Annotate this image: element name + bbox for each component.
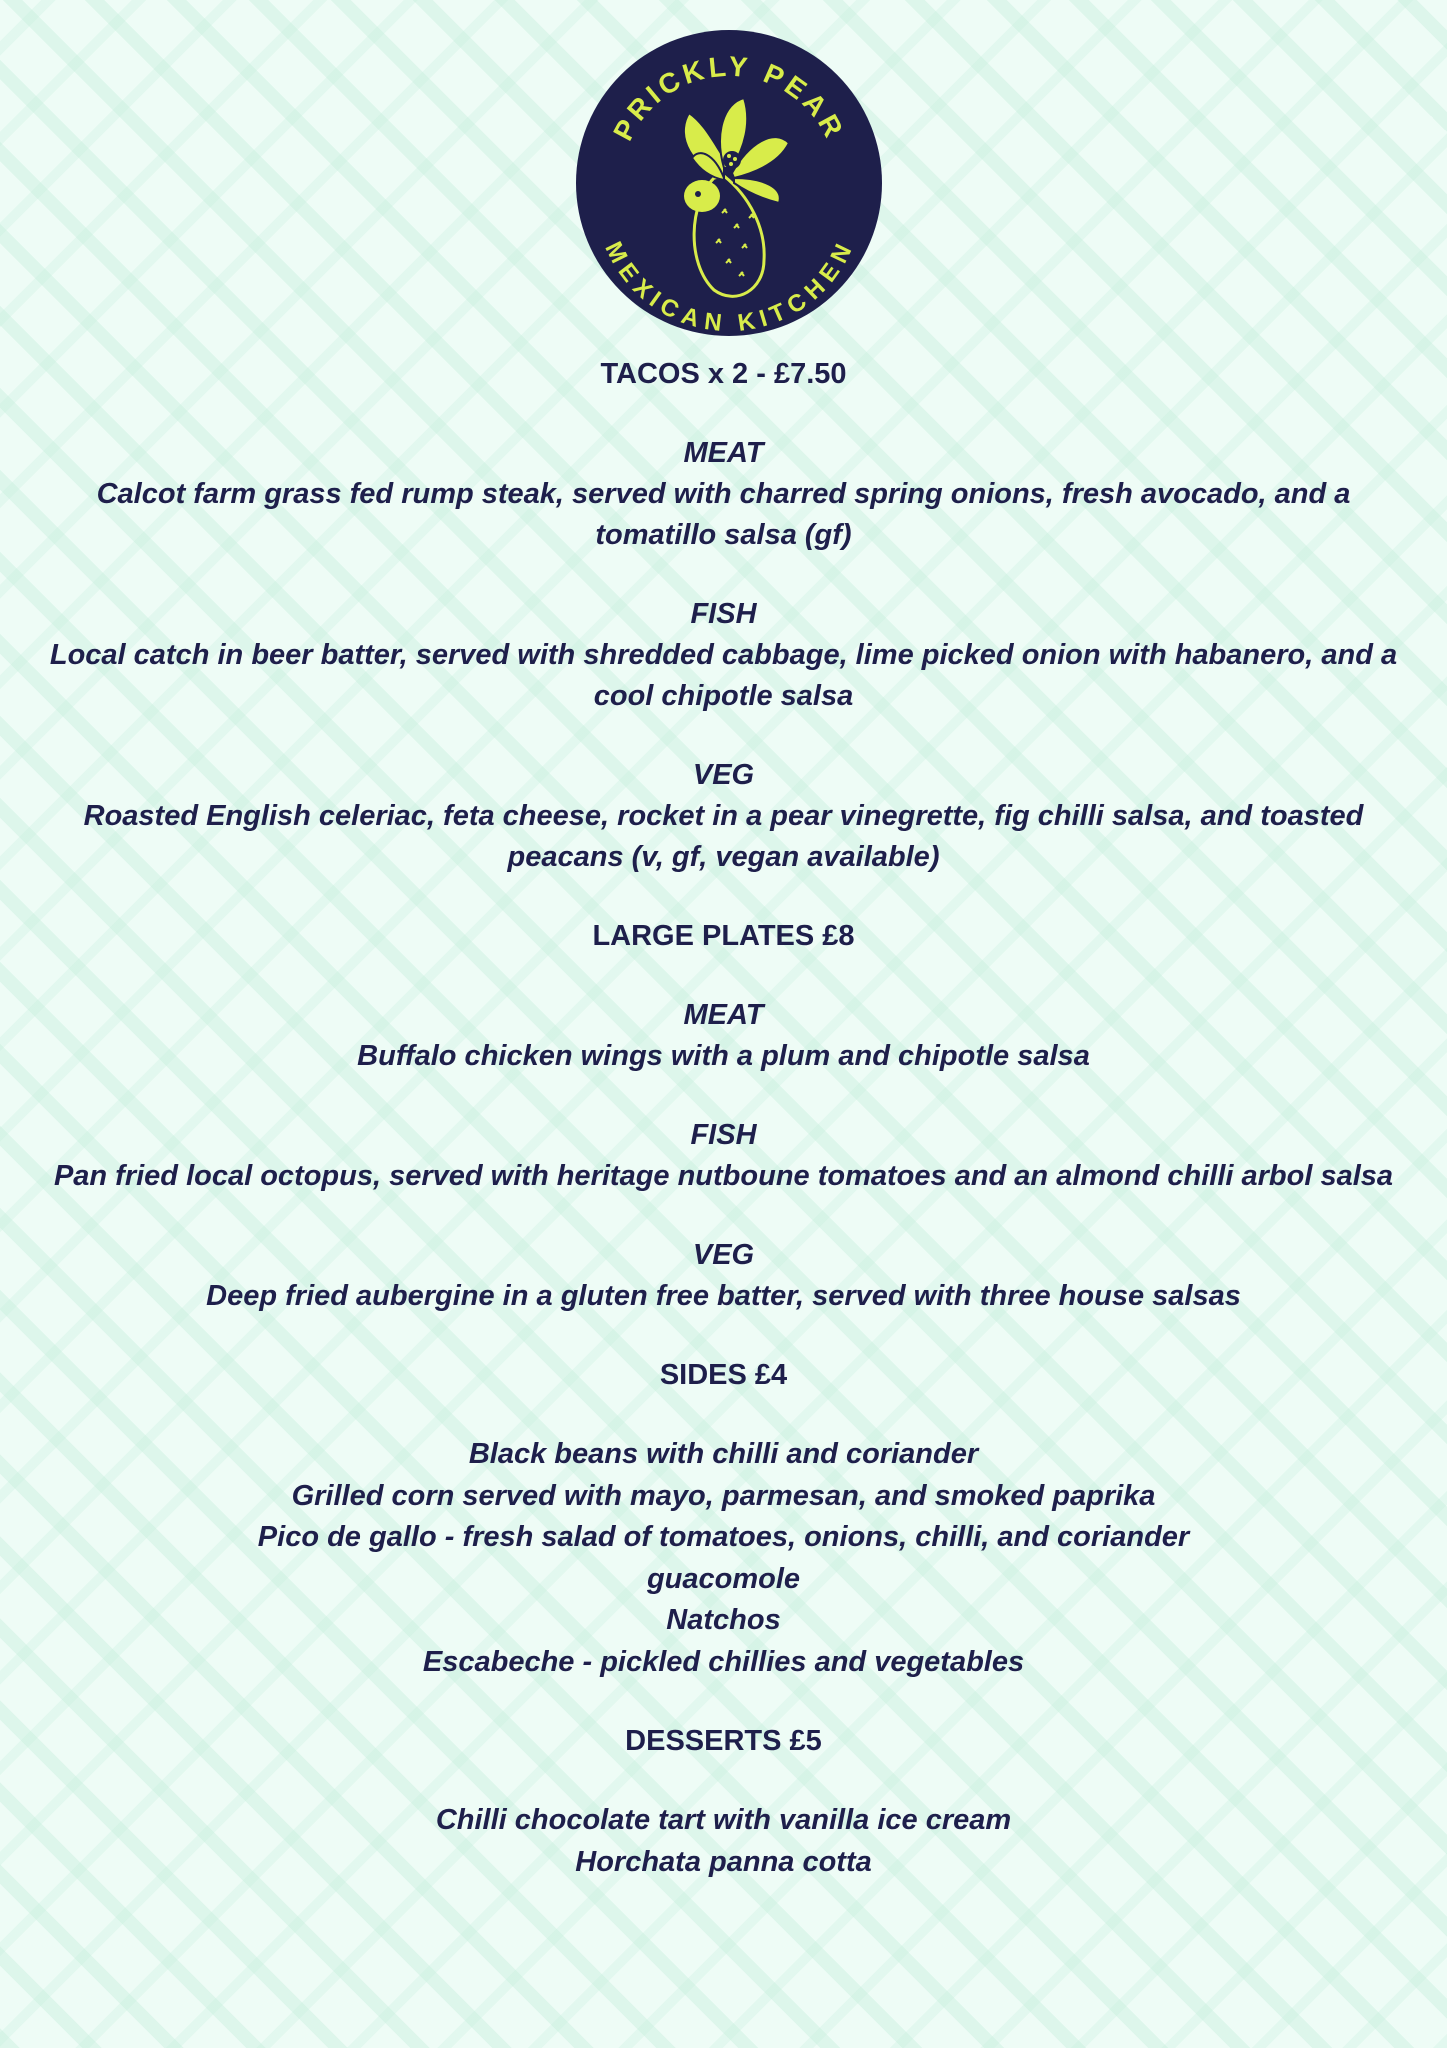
list-item: Grilled corn served with mayo, parmesan, and smoked paprika [291, 1479, 1156, 1512]
item-category: FISH [690, 598, 757, 630]
desserts-section-title: DESSERTS £5 [625, 1725, 822, 1757]
menu-content [0, 354, 1447, 1883]
large-plates-item-fish [0, 1115, 1447, 1197]
prickly-pear-cactus-icon [574, 28, 884, 338]
item-category: VEG [692, 1239, 755, 1271]
tacos-item-veg [0, 755, 1447, 878]
item-category: MEAT [683, 999, 764, 1031]
item-description: Calcot farm grass fed rump steak, served with charred spring onions, fresh avocado, and a tomatillo salsa (gf) [96, 478, 1351, 551]
list-item: Horchata panna cotta [575, 1845, 872, 1878]
list-item: Pico de gallo - fresh salad of tomatoes, onions, chilli, and coriander [257, 1521, 1190, 1553]
item-description: Pan fried local octopus, served with heritage nutboune tomatoes and an almond chilli arbol salsa [53, 1160, 1394, 1192]
item-description: Buffalo chicken wings with a plum and chipotle salsa [357, 1040, 1090, 1072]
item-description: Local catch in beer batter, served with shredded cabbage, lime picked onion with habanero, and a cool chipotle salsa [49, 639, 1398, 712]
large-plates-section-title: LARGE PLATES £8 [592, 920, 855, 952]
item-category: FISH [690, 1119, 757, 1151]
list-item: Escabeche - pickled chillies and vegetables [422, 1645, 1025, 1678]
item-category: MEAT [683, 437, 764, 469]
tacos-section-title: TACOS x 2 - £7.50 [600, 358, 847, 390]
large-plates-item-meat [0, 995, 1447, 1077]
tacos-item-fish [0, 594, 1447, 717]
list-item: guacomole [646, 1562, 801, 1595]
sides-section-title: SIDES £4 [659, 1359, 788, 1391]
large-plates-item-veg [0, 1235, 1447, 1317]
brand-name-top: PRICKLY PEAR [607, 50, 851, 146]
item-description: Deep fried aubergine in a gluten free batter, served with three house salsas [206, 1280, 1241, 1312]
desserts-list [0, 1800, 1447, 1883]
prickly-pear-logo [574, 28, 884, 338]
tacos-item-meat [0, 433, 1447, 556]
list-item: Chilli chocolate tart with vanilla ice cream [435, 1804, 1012, 1836]
brand-name-bottom: MEXICAN KITCHEN [599, 237, 859, 338]
list-item: Black beans with chilli and coriander [468, 1438, 979, 1470]
item-category: VEG [692, 759, 755, 791]
sides-list [0, 1434, 1447, 1683]
list-item: Natchos [666, 1604, 781, 1636]
item-description: Roasted English celeriac, feta cheese, rocket in a pear vinegrette, fig chilli salsa, and toasted peacans (v, gf, vegan available) [83, 800, 1364, 873]
